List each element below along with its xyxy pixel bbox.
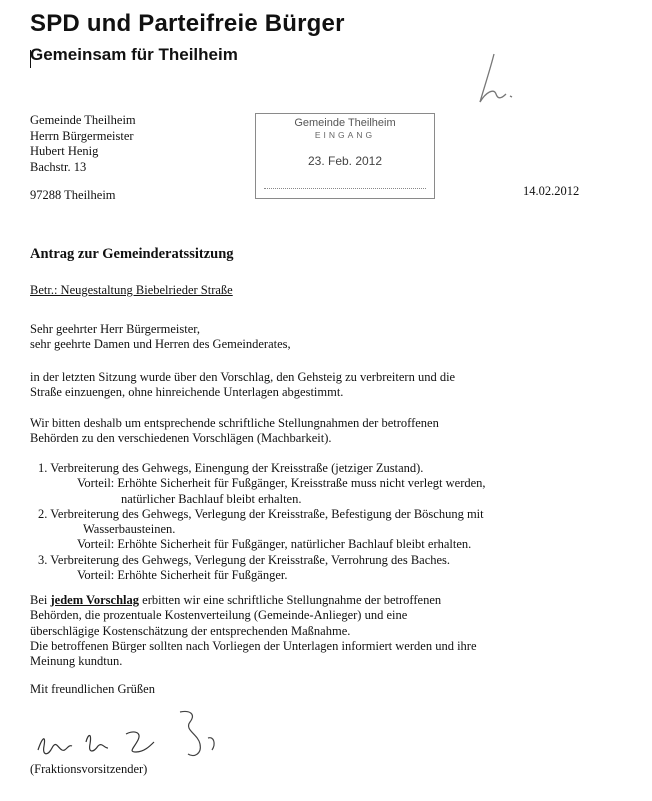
emphasis-text: jedem Vorschlag [50,593,140,607]
paragraph-line: in der letzten Sitzung wurde über den Vorschlag, den Gehsteig zu verbreitern und die [30,370,456,384]
recipient-city: 97288 Theilheim [30,188,116,202]
paragraph-line: Die betroffenen Bürger sollten nach Vorliegen der Unterlagen informiert werden und ihre [30,638,477,653]
receipt-stamp [255,113,435,199]
address-line: Hubert Henig [30,144,99,158]
option-1-title: 1. Verbreiterung des Gehwegs, Einengung der Kreisstraße (jetziger Zustand). [38,461,424,475]
letter-subject: Betr.: Neugestaltung Biebelrieder Straße [30,283,233,297]
org-name: SPD und Parteifreie Bürger [30,10,345,37]
paragraph-line: Straße einzuengen, ohne hinreichende Unterlagen abgestimmt. [30,385,344,400]
option-1-advantage-cont: natürlicher Bachlauf bleibt erhalten. [121,491,302,506]
option-1-advantage: Vorteil: Erhöhte Sicherheit für Fußgänger, Kreisstraße muss nicht verlegt werden, [77,476,486,491]
paragraph-line: Behörden zu den verschiedenen Vorschlägen (Machbarkeit). [30,431,332,446]
salutation-line: Sehr geehrter Herr Bürgermeister, [30,322,201,336]
option-2-advantage: Vorteil: Erhöhte Sicherheit für Fußgänger, natürlicher Bachlauf bleibt erhalten. [77,537,472,552]
paragraph-2 [30,416,625,447]
stamp-dotted-line [264,188,426,189]
options-list [30,461,625,583]
paragraph-text: erbitten wir eine schriftliche Stellungnahme der betroffenen [139,593,442,607]
paragraph-1 [30,370,625,401]
paragraph-line [30,593,625,608]
paragraph-line: Wir bitten deshalb um entsprechende schriftliche Stellungnahmen der betroffenen [30,416,439,430]
handwritten-initial-mark [472,50,532,110]
option-3-title: 3. Verbreiterung des Gehwegs, Verlegung der Kreisstraße, Verrohrung des Baches. [38,552,451,567]
signatory-role: (Fraktionsvorsitzender) [30,762,148,776]
stamp-kind: EINGANG [314,130,376,140]
letter-date: 14.02.2012 [523,184,580,198]
letter-heading: Antrag zur Gemeinderatssitzung [30,246,234,262]
paragraph-3 [30,593,625,669]
closing-formula: Mit freundlichen Grüßen [30,682,155,696]
address-line: Bachstr. 13 [30,159,87,174]
recipient-address [30,113,136,175]
paragraph-line: Behörden, die prozentuale Kostenverteilung (Gemeinde-Anlieger) und eine [30,608,408,623]
paragraph-line: Meinung kundtun. [30,654,123,669]
paragraph-line: überschlägige Kostenschätzung der entsprechenden Maßnahme. [30,623,351,638]
salutation [30,322,625,353]
salutation-line: sehr geehrte Damen und Herren des Gemeinderates, [30,337,291,352]
stamp-municipality: Gemeinde Theilheim [294,117,396,129]
address-line: Herrn Bürgermeister [30,128,134,143]
org-tagline: Gemeinsam für Theilheim [30,45,238,64]
option-2-title-cont: Wasserbausteinen. [83,522,176,537]
option-3-advantage: Vorteil: Erhöhte Sicherheit für Fußgänger. [77,568,288,583]
address-line: Gemeinde Theilheim [30,113,136,127]
paragraph-text: Bei [30,593,51,607]
handwritten-signature [30,708,230,768]
stamp-date: 23. Feb. 2012 [307,154,383,168]
option-2-title: 2. Verbreiterung des Gehwegs, Verlegung der Kreisstraße, Befestigung der Böschung mit [38,506,484,521]
